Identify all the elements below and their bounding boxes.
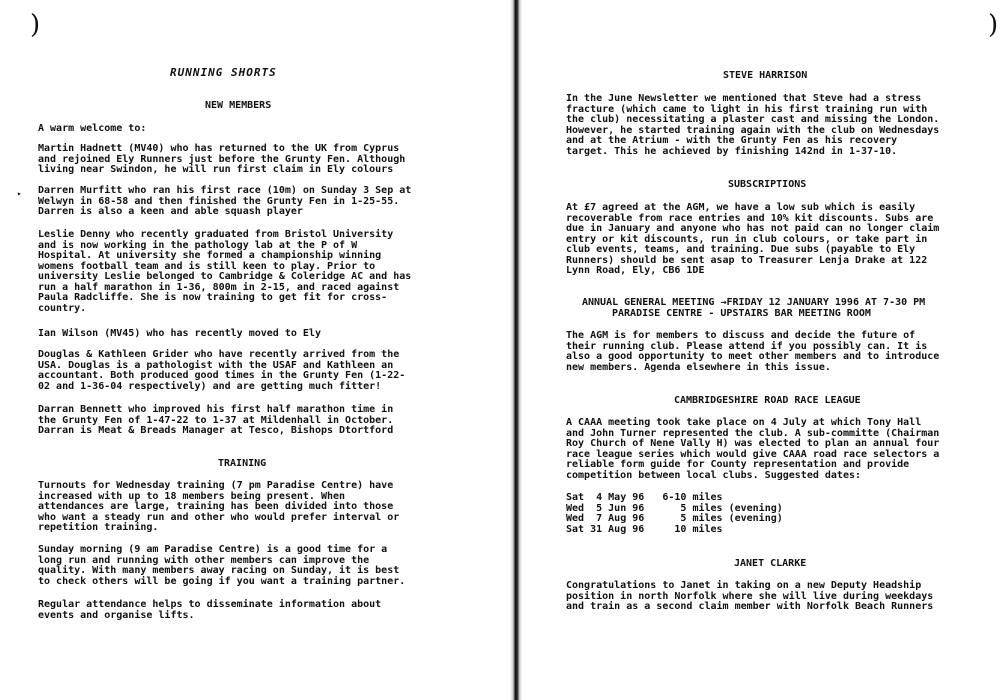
bullet-arrow-icon: ▸	[17, 189, 22, 198]
date-day: Sat	[566, 523, 585, 535]
date-day: Wed	[566, 502, 585, 514]
agm-heading-part2: FRIDAY 12 JANUARY 1996 AT 7-30 PM	[726, 297, 926, 308]
agm-heading-line2: PARADISE CENTRE - UPSTAIRS BAR MEETING ROOM	[612, 308, 871, 319]
training-paragraph-wednesday: Turnouts for Wednesday training (7 pm Paradise Centre) have increased with up to 18 members being present. When attendances are large, training has been divided into those who want a steady run and other who would prefer interval or repetition training.	[38, 480, 400, 533]
steve-body: In the June Newsletter we mentioned that Steve had a stress fracture (which came to light in his first training run with the club) necessitating a plaster cast and missing the London. However, he started training again with the club on Wednesdays and at the Atrium - with the Grunty Fen as his recovery target. This he achieved by finishing 142nd in 1-37-10.	[566, 93, 940, 157]
member-entry-ian: Ian Wilson (MV45) who has recently moved to Ely	[38, 328, 321, 339]
training-heading: TRAINING	[218, 458, 267, 469]
janet-body: Congratulations to Janet in taking on a new Deputy Headship position in north Norfolk where she will live during weekdays and train as a second claim member with Norfolk Beach Runners	[566, 580, 934, 612]
member-entry-darren-murfitt: Darren Murfitt who ran his first race (10m) on Sunday 3 Sep at Welwyn in 68-58 and then finished the Grunty Fen in 1-25-55. Darren is also a keen and able squash player	[38, 185, 412, 217]
steve-heading: STEVE HARRISON	[723, 70, 808, 81]
date-day: Wed	[566, 513, 585, 524]
league-dates-table	[566, 493, 783, 535]
date-distance: 5 miles (evening)	[644, 502, 783, 514]
subscriptions-heading: SUBSCRIPTIONS	[728, 179, 807, 190]
janet-heading: JANET CLARKE	[734, 558, 807, 569]
document-title: RUNNING SHORTS	[170, 66, 277, 79]
right-page	[522, 0, 1003, 700]
member-entry-grider: Douglas & Kathleen Grider who have recently arrived from the USA. Douglas is a pathologist with the USAF and Kathleen an accountant. Both produced good times in the Grunty Fen (1-22- 02 and 1-36-04 respectively) and are getting much fitter!	[38, 349, 406, 392]
member-entry-martin: Martin Hadnett (MV40) who has returned to the UK from Cyprus and rejoined Ely Runners just before the Grunty Fen. Although living near Swindon, he will run first claim in Ely colours	[38, 143, 406, 175]
subscriptions-body: At £7 agreed at the AGM, we have a low sub which is easily recoverable from race entries and 10% kit discounts. Subs are due in January and anyone who has not paid can no longer claim entry or kit discounts, run in club colours, or take part in club events, teams, and training. Due subs (payable to Ely Runners) should be sent asap to Treasurer Lenja Drake at 122 Lynn Road, Ely, CB6 1DE	[566, 202, 940, 276]
date-day: Sat	[566, 492, 585, 503]
book-spine	[510, 0, 522, 700]
league-body: A CAAA meeting took take place on 4 July at which Tony Hall and John Turner represented the club. A sub-committe (Chairman Roy Church of Nene Vally H) was elected to plan an annual four race league series which would give CAAA road race selectors a reliable form guide for County representation and provide competition between local clubs. Suggested dates:	[566, 417, 940, 481]
agm-heading-line1	[582, 298, 925, 309]
new-members-intro: A warm welcome to:	[38, 123, 147, 134]
date-distance: 10 miles	[644, 523, 723, 535]
member-entry-leslie: Leslie Denny who recently graduated from Bristol University and is now working in the pathology lab at the P of W Hospital. At university she formed a championship winning womens football team and is still keen to play. Prior to university Leslie belonged to Cambridge & Coleridge AC and has run a half marathon in 1-36, 800m in 2-15, and raced against Paula Radcliffe. She is now training to get fit for cross- country.	[38, 229, 412, 314]
agm-body: The AGM is for members to discuss and decide the future of their running club. Please attend if you possibly can. It is also a good opportunity to meet other members and to introduce new members. Agenda elsewhere in this issue.	[566, 330, 940, 373]
date-distance: 5 miles (evening)	[644, 513, 783, 524]
league-date-row	[566, 525, 783, 536]
date-value: 5 Jun 96	[590, 502, 645, 514]
agm-heading-part1: ANNUAL GENERAL MEETING	[582, 297, 721, 308]
date-value: 31 Aug 96	[590, 523, 645, 535]
member-entry-darran-bennett: Darran Bennett who improved his first half marathon time in the Grunty Fen of 1-47-22 to 1-37 at Mildenhall in October. Darran is Meat & Breads Manager at Tesco, Bishops Dtortford	[38, 404, 394, 436]
date-distance: 6-10 miles	[644, 492, 723, 503]
corner-mark-right: )	[988, 10, 999, 40]
agm-arrow-icon: →	[720, 297, 727, 308]
new-members-heading: NEW MEMBERS	[205, 100, 272, 111]
date-value: 4 May 96	[590, 492, 645, 503]
training-paragraph-sunday: Sunday morning (9 am Paradise Centre) is a good time for a long run and running with other members can improve the quality. With many members away racing on Sunday, it is best to check others will be going if you want a training partner.	[38, 544, 406, 587]
training-paragraph-attendance: Regular attendance helps to disseminate information about events and organise lifts.	[38, 599, 382, 621]
date-value: 7 Aug 96	[590, 513, 645, 524]
league-heading: CAMBRIDGESHIRE ROAD RACE LEAGUE	[674, 395, 861, 406]
corner-mark-left: )	[30, 10, 41, 40]
